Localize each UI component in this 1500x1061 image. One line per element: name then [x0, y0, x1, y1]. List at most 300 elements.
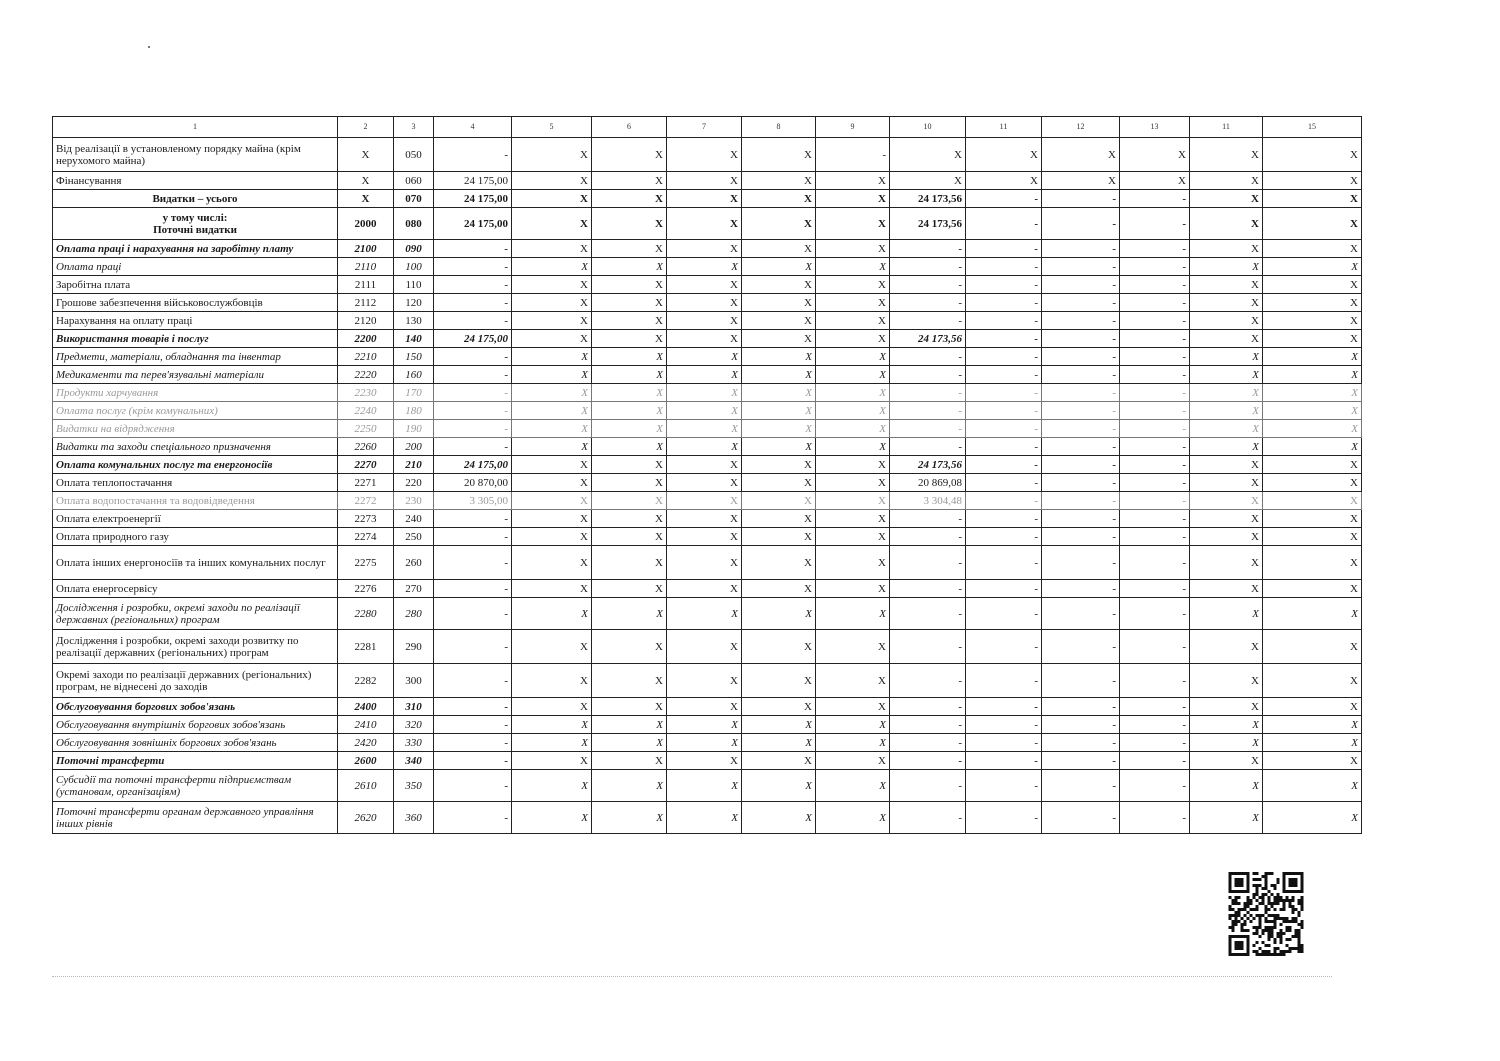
cell-value: - — [966, 664, 1042, 698]
cell-value: Х — [667, 312, 742, 330]
cell-value: - — [966, 492, 1042, 510]
cell-value: - — [1042, 598, 1120, 630]
cell-value: Х — [1190, 752, 1263, 770]
row-code: 2111 — [338, 276, 394, 294]
cell-value: Х — [742, 664, 816, 698]
row-label: Предмети, матеріали, обладнання та інвентар — [53, 348, 338, 366]
cell-value: Х — [816, 330, 890, 348]
cell-value: - — [434, 734, 512, 752]
cell-value: Х — [816, 734, 890, 752]
row-label: Медикаменти та перев'язувальні матеріали — [53, 366, 338, 384]
row-line-number: 060 — [394, 172, 434, 190]
table-row — [53, 752, 1362, 770]
cell-value: - — [966, 528, 1042, 546]
cell-value: Х — [742, 240, 816, 258]
cell-value: Х — [1263, 384, 1362, 402]
row-code: Х — [338, 190, 394, 208]
cell-value: - — [434, 546, 512, 580]
cell-value: - — [890, 258, 966, 276]
cell-value: Х — [667, 258, 742, 276]
cell-value: - — [1042, 366, 1120, 384]
cell-value: Х — [667, 138, 742, 172]
cell-value: Х — [592, 258, 667, 276]
cell-value: Х — [742, 258, 816, 276]
cell-value: Х — [667, 630, 742, 664]
cell-value: Х — [1263, 510, 1362, 528]
table-row — [53, 716, 1362, 734]
cell-value: Х — [742, 438, 816, 456]
column-number: 1 — [53, 117, 338, 138]
row-code: 2610 — [338, 770, 394, 802]
cell-value: Х — [742, 312, 816, 330]
row-line-number: 350 — [394, 770, 434, 802]
row-label: у тому числі: Поточні видатки — [53, 208, 338, 240]
table-row — [53, 734, 1362, 752]
cell-value: - — [1042, 402, 1120, 420]
cell-value: - — [1042, 492, 1120, 510]
cell-value: - — [890, 698, 966, 716]
cell-value: - — [890, 630, 966, 664]
cell-value: 24 173,56 — [890, 456, 966, 474]
table-row — [53, 664, 1362, 698]
cell-value: - — [434, 276, 512, 294]
cell-value: Х — [512, 510, 592, 528]
cell-value: - — [434, 240, 512, 258]
row-code: 2410 — [338, 716, 394, 734]
cell-value: Х — [1263, 474, 1362, 492]
cell-value: - — [890, 294, 966, 312]
cell-value: - — [966, 190, 1042, 208]
cell-value: Х — [592, 208, 667, 240]
row-label: Видатки на відрядження — [53, 420, 338, 438]
row-code: 2230 — [338, 384, 394, 402]
cell-value: Х — [667, 528, 742, 546]
cell-value: - — [1120, 366, 1190, 384]
cell-value: - — [966, 580, 1042, 598]
cell-value: Х — [592, 312, 667, 330]
cell-value: Х — [592, 294, 667, 312]
cell-value: Х — [592, 734, 667, 752]
row-label: Поточні трансферти — [53, 752, 338, 770]
cell-value: 24 175,00 — [434, 190, 512, 208]
cell-value: - — [890, 802, 966, 834]
cell-value: Х — [512, 312, 592, 330]
cell-value: - — [966, 438, 1042, 456]
cell-value: Х — [816, 276, 890, 294]
table-row — [53, 698, 1362, 716]
cell-value: Х — [667, 580, 742, 598]
cell-value: Х — [742, 802, 816, 834]
cell-value: Х — [1190, 366, 1263, 384]
row-code: 2260 — [338, 438, 394, 456]
row-code: 2250 — [338, 420, 394, 438]
table-row — [53, 294, 1362, 312]
cell-value: Х — [1190, 294, 1263, 312]
cell-value: Х — [816, 770, 890, 802]
cell-value: Х — [742, 420, 816, 438]
cell-value: Х — [1190, 384, 1263, 402]
row-line-number: 050 — [394, 138, 434, 172]
cell-value: - — [890, 598, 966, 630]
cell-value: Х — [816, 384, 890, 402]
cell-value: Х — [512, 580, 592, 598]
column-number: 13 — [1120, 117, 1190, 138]
cell-value: - — [1120, 438, 1190, 456]
cell-value: Х — [1263, 752, 1362, 770]
row-code: 2275 — [338, 546, 394, 580]
table-row — [53, 348, 1362, 366]
cell-value: Х — [816, 752, 890, 770]
cell-value: - — [890, 240, 966, 258]
cell-value: - — [1042, 474, 1120, 492]
cell-value: - — [434, 384, 512, 402]
row-line-number: 310 — [394, 698, 434, 716]
cell-value: Х — [1263, 802, 1362, 834]
cell-value: Х — [512, 366, 592, 384]
cell-value: Х — [667, 438, 742, 456]
cell-value: 24 175,00 — [434, 208, 512, 240]
cell-value: - — [1042, 510, 1120, 528]
cell-value: Х — [742, 294, 816, 312]
column-number: 11 — [1190, 117, 1263, 138]
cell-value: 3 305,00 — [434, 492, 512, 510]
cell-value: Х — [1263, 770, 1362, 802]
cell-value: Х — [1190, 528, 1263, 546]
footer-divider — [52, 976, 1332, 977]
cell-value: Х — [1120, 138, 1190, 172]
cell-value: - — [1120, 770, 1190, 802]
row-label: Заробітна плата — [53, 276, 338, 294]
cell-value: Х — [742, 734, 816, 752]
cell-value: Х — [667, 752, 742, 770]
table-row — [53, 258, 1362, 276]
scan-speck — [148, 46, 150, 48]
cell-value: Х — [1263, 240, 1362, 258]
cell-value: Х — [1263, 528, 1362, 546]
cell-value: - — [966, 294, 1042, 312]
cell-value: - — [1042, 630, 1120, 664]
cell-value: Х — [667, 384, 742, 402]
cell-value: Х — [512, 402, 592, 420]
cell-value: Х — [1263, 698, 1362, 716]
cell-value: Х — [592, 528, 667, 546]
row-code: 2272 — [338, 492, 394, 510]
row-code: 2282 — [338, 664, 394, 698]
cell-value: Х — [512, 208, 592, 240]
cell-value: Х — [512, 258, 592, 276]
cell-value: - — [434, 312, 512, 330]
cell-value: Х — [816, 240, 890, 258]
cell-value: Х — [1263, 598, 1362, 630]
cell-value: Х — [1263, 456, 1362, 474]
cell-value: Х — [667, 420, 742, 438]
cell-value: Х — [667, 664, 742, 698]
row-code: 2200 — [338, 330, 394, 348]
cell-value: Х — [742, 190, 816, 208]
table-row — [53, 420, 1362, 438]
cell-value: Х — [592, 474, 667, 492]
cell-value: 24 175,00 — [434, 330, 512, 348]
cell-value: Х — [667, 240, 742, 258]
row-code: 2600 — [338, 752, 394, 770]
cell-value: - — [434, 770, 512, 802]
cell-value: Х — [667, 802, 742, 834]
cell-value: - — [434, 510, 512, 528]
cell-value: - — [1042, 664, 1120, 698]
cell-value: Х — [1190, 598, 1263, 630]
cell-value: Х — [667, 716, 742, 734]
cell-value: Х — [816, 456, 890, 474]
cell-value: Х — [816, 208, 890, 240]
column-number: 6 — [592, 117, 667, 138]
cell-value: Х — [1190, 546, 1263, 580]
cell-value: Х — [742, 474, 816, 492]
row-line-number: 140 — [394, 330, 434, 348]
budget-expenditure-table — [52, 116, 1362, 834]
cell-value: - — [434, 258, 512, 276]
row-code: 2273 — [338, 510, 394, 528]
cell-value: Х — [1263, 348, 1362, 366]
column-number: 8 — [742, 117, 816, 138]
row-label: Оплата енергосервісу — [53, 580, 338, 598]
row-line-number: 200 — [394, 438, 434, 456]
cell-value: Х — [512, 546, 592, 580]
cell-value: - — [816, 138, 890, 172]
column-number: 3 — [394, 117, 434, 138]
cell-value: - — [1042, 770, 1120, 802]
cell-value: Х — [592, 138, 667, 172]
cell-value: - — [966, 312, 1042, 330]
cell-value: - — [1042, 420, 1120, 438]
cell-value: Х — [890, 138, 966, 172]
cell-value: - — [1042, 330, 1120, 348]
row-line-number: 270 — [394, 580, 434, 598]
row-code: 2110 — [338, 258, 394, 276]
cell-value: Х — [592, 546, 667, 580]
cell-value: Х — [742, 580, 816, 598]
cell-value: - — [1120, 664, 1190, 698]
cell-value: Х — [816, 698, 890, 716]
cell-value: Х — [966, 138, 1042, 172]
table-row — [53, 438, 1362, 456]
cell-value: - — [1042, 716, 1120, 734]
cell-value: Х — [742, 630, 816, 664]
cell-value: Х — [667, 276, 742, 294]
cell-value: Х — [1263, 276, 1362, 294]
cell-value: Х — [1263, 208, 1362, 240]
cell-value: - — [1120, 580, 1190, 598]
cell-value: - — [1120, 598, 1190, 630]
table-row — [53, 580, 1362, 598]
row-code: 2400 — [338, 698, 394, 716]
cell-value: Х — [667, 208, 742, 240]
row-code: 2620 — [338, 802, 394, 834]
cell-value: - — [890, 348, 966, 366]
cell-value: - — [966, 510, 1042, 528]
row-label: Оплата інших енергоносіїв та інших комунальних послуг — [53, 546, 338, 580]
cell-value: - — [1042, 312, 1120, 330]
row-code: 2274 — [338, 528, 394, 546]
cell-value: - — [1042, 258, 1120, 276]
row-line-number: 210 — [394, 456, 434, 474]
cell-value: - — [890, 716, 966, 734]
cell-value: Х — [592, 716, 667, 734]
table-row — [53, 546, 1362, 580]
cell-value: Х — [592, 330, 667, 348]
cell-value: - — [1120, 716, 1190, 734]
row-code: Х — [338, 172, 394, 190]
cell-value: - — [434, 598, 512, 630]
cell-value: - — [966, 402, 1042, 420]
cell-value: - — [1042, 438, 1120, 456]
row-code: 2120 — [338, 312, 394, 330]
cell-value: Х — [512, 420, 592, 438]
cell-value: 20 869,08 — [890, 474, 966, 492]
cell-value: - — [966, 366, 1042, 384]
row-line-number: 340 — [394, 752, 434, 770]
cell-value: - — [1120, 698, 1190, 716]
cell-value: Х — [592, 276, 667, 294]
cell-value: Х — [667, 698, 742, 716]
cell-value: - — [966, 770, 1042, 802]
row-line-number: 110 — [394, 276, 434, 294]
cell-value: Х — [592, 630, 667, 664]
cell-value: - — [434, 402, 512, 420]
cell-value: Х — [1190, 240, 1263, 258]
cell-value: - — [1120, 258, 1190, 276]
cell-value: Х — [512, 770, 592, 802]
cell-value: Х — [512, 630, 592, 664]
cell-value: Х — [816, 630, 890, 664]
cell-value: - — [966, 716, 1042, 734]
cell-value: Х — [1263, 716, 1362, 734]
cell-value: Х — [667, 348, 742, 366]
cell-value: - — [1120, 190, 1190, 208]
cell-value: - — [434, 698, 512, 716]
cell-value: - — [1120, 546, 1190, 580]
cell-value: Х — [1190, 716, 1263, 734]
row-label: Дослідження і розробки, окремі заходи по реалізації державних (регіональних) програм — [53, 598, 338, 630]
cell-value: Х — [742, 698, 816, 716]
cell-value: 24 175,00 — [434, 172, 512, 190]
cell-value: Х — [1190, 190, 1263, 208]
column-number: 2 — [338, 117, 394, 138]
table-row — [53, 492, 1362, 510]
column-number: 11 — [966, 117, 1042, 138]
cell-value: - — [966, 698, 1042, 716]
cell-value: Х — [667, 456, 742, 474]
column-number: 7 — [667, 117, 742, 138]
cell-value: Х — [816, 438, 890, 456]
cell-value: - — [1120, 752, 1190, 770]
cell-value: Х — [1263, 734, 1362, 752]
table-row — [53, 630, 1362, 664]
table-row — [53, 366, 1362, 384]
row-line-number: 260 — [394, 546, 434, 580]
row-line-number: 230 — [394, 492, 434, 510]
cell-value: - — [890, 384, 966, 402]
row-line-number: 290 — [394, 630, 434, 664]
cell-value: Х — [667, 598, 742, 630]
row-label: Оплата послуг (крім комунальних) — [53, 402, 338, 420]
cell-value: - — [1042, 240, 1120, 258]
cell-value: Х — [512, 172, 592, 190]
table-row — [53, 172, 1362, 190]
cell-value: Х — [592, 190, 667, 208]
cell-value: - — [890, 420, 966, 438]
cell-value: Х — [592, 510, 667, 528]
cell-value: - — [966, 420, 1042, 438]
cell-value: - — [1042, 546, 1120, 580]
cell-value: - — [434, 294, 512, 312]
cell-value: - — [1120, 348, 1190, 366]
table-row — [53, 190, 1362, 208]
cell-value: Х — [1190, 438, 1263, 456]
cell-value: - — [1120, 456, 1190, 474]
cell-value: Х — [742, 138, 816, 172]
cell-value: Х — [667, 366, 742, 384]
table-row — [53, 528, 1362, 546]
cell-value: Х — [512, 492, 592, 510]
cell-value: Х — [816, 716, 890, 734]
row-line-number: 300 — [394, 664, 434, 698]
cell-value: Х — [816, 664, 890, 698]
cell-value: Х — [1190, 420, 1263, 438]
cell-value: Х — [1263, 330, 1362, 348]
cell-value: - — [1120, 630, 1190, 664]
cell-value: Х — [592, 664, 667, 698]
cell-value: - — [434, 580, 512, 598]
cell-value: Х — [512, 438, 592, 456]
cell-value: Х — [816, 546, 890, 580]
cell-value: Х — [1263, 312, 1362, 330]
cell-value: - — [434, 664, 512, 698]
cell-value: Х — [816, 190, 890, 208]
cell-value: - — [434, 366, 512, 384]
cell-value: Х — [1190, 802, 1263, 834]
table-row — [53, 384, 1362, 402]
row-code: 2276 — [338, 580, 394, 598]
cell-value: Х — [1190, 664, 1263, 698]
cell-value: Х — [667, 190, 742, 208]
cell-value: Х — [742, 402, 816, 420]
cell-value: Х — [1263, 420, 1362, 438]
cell-value: - — [434, 630, 512, 664]
cell-value: Х — [1263, 172, 1362, 190]
cell-value: - — [1120, 474, 1190, 492]
row-label: Оплата праці — [53, 258, 338, 276]
cell-value: - — [966, 384, 1042, 402]
cell-value: Х — [742, 546, 816, 580]
table-row — [53, 802, 1362, 834]
cell-value: Х — [742, 510, 816, 528]
cell-value: - — [890, 276, 966, 294]
cell-value: Х — [1263, 580, 1362, 598]
cell-value: Х — [816, 528, 890, 546]
cell-value: - — [434, 528, 512, 546]
row-label: Оплата теплопостачання — [53, 474, 338, 492]
row-label: Грошове забезпечення військовослужбовців — [53, 294, 338, 312]
cell-value: Х — [816, 294, 890, 312]
cell-value: - — [1120, 510, 1190, 528]
row-code: 2240 — [338, 402, 394, 420]
cell-value: 24 173,56 — [890, 208, 966, 240]
cell-value: - — [966, 456, 1042, 474]
cell-value: Х — [816, 258, 890, 276]
row-label: Оплата праці і нарахування на заробітну плату — [53, 240, 338, 258]
cell-value: Х — [1190, 734, 1263, 752]
column-number: 15 — [1263, 117, 1362, 138]
